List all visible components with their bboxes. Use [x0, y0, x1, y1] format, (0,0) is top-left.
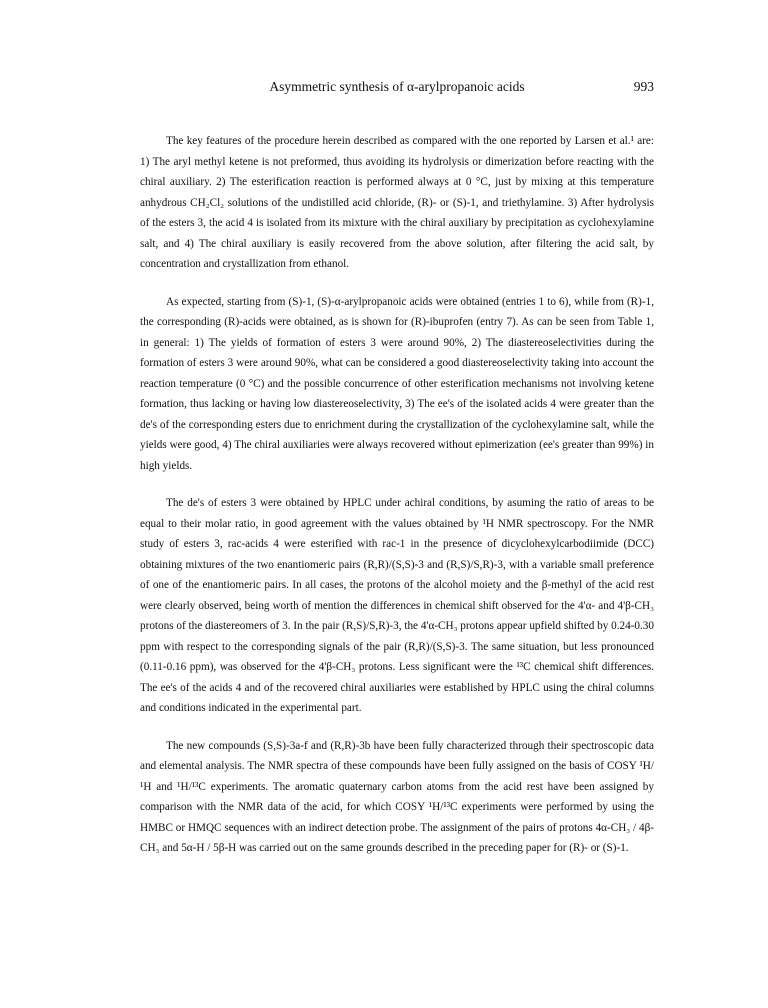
page-number: 993 — [633, 79, 654, 94]
running-header — [140, 79, 654, 99]
paragraph-key-features: The key features of the procedure herein described as compared with the one reported by Larsen et al.¹ are: 1) The aryl methyl ketene is not preformed, thus avoiding its hydrolysis or dimerization before reacting with the chiral auxiliary. 2) The esterification reaction is performed always at 0 °C, just by mixing at this temperature anhydrous CH₂Cl₂ solutions of the undistilled acid chloride, (R)- or (S)-1, and triethylamine. 3) After hydrolysis of the esters 3, the acid 4 is isolated from its mixture with the chiral auxiliary by precipitation as cyclohexylamine salt, and 4) The chiral auxiliary is easily recovered from the above solution, after filtering the acid salt, by concentration and crystallization from ethanol. — [140, 135, 654, 270]
article-body — [140, 131, 654, 876]
paragraph-hplc-nmr: The de's of esters 3 were obtained by HPLC under achiral conditions, by asuming the ratio of areas to be equal to their molar ratio, in good agreement with the values obtained by ¹H NMR spectroscopy. For the NMR study of esters 3, rac-acids 4 were esterified with rac-1 in the presence of dicyclohexylcarbodiimide (DCC) obtaining mixtures of the two enantiomeric pairs (R,R)/(S,S)-3 and (R,S)/S,R)-3, with a variable small preference of one of the enantiomeric pairs. In all cases, the protons of the alcohol moiety and the β-methyl of the acid rest were clearly observed, being worth of mention the differences in chemical shift observed for the 4'α- and 4'β-CH₃ protons of the diastereomers of 3. In the pair (R,S)/S,R)-3, the 4'α-CH₃ protons appear upfield shifted by 0.24-0.30 ppm with respect to the corresponding signals of the pair (R,R)/(S,S)-3. The same situation, but less pronounced (0.11-0.16 ppm), was observed for the 4'β-CH₃ protons. Less significant were the ¹³C chemical shift differences. The ee's of the acids 4 and of the recovered chiral auxiliaries were established by HPLC using the chiral columns and conditions indicated in the experimental part. — [140, 497, 654, 714]
paragraph-new-compounds: The new compounds (S,S)-3a-f and (R,R)-3b have been fully characterized through their spectroscopic data and elemental analysis. The NMR spectra of these compounds have been fully assigned on the basis of COSY ¹H/¹H and ¹H/¹³C experiments. The aromatic quaternary carbon atoms from the acid rest have been assigned by comparison with the NMR data of the acid, for which COSY ¹H/¹³C experiments were performed by using the HMBC or HMQC sequences with an indirect detection probe. The assignment of the pairs of protons 4α-CH₃ / 4β-CH₃ and 5α-H / 5β-H was carried out on the same grounds described in the preceding paper for (R)- or (S)-1. — [140, 739, 654, 854]
running-title: Asymmetric synthesis of α-arylpropanoic acids — [269, 79, 525, 94]
paragraph-results: As expected, starting from (S)-1, (S)-α-arylpropanoic acids were obtained (entries 1 to 6), while from (R)-1, the corresponding (R)-acids were obtained, as is shown for (R)-ibuprofen (entry 7). As can be seen from Table 1, in general: 1) The yields of formation of esters 3 were around 90%, 2) The diastereoselectivities during the formation of esters 3 were around 90%, what can be considered a good diastereoselectivity taking into account the reaction temperature (0 °C) and the possible concurrence of other esterification mechanisms not involving ketene formation, thus lacking or having low diastereoselectivity, 3) The ee's of the isolated acids 4 were greater than the de's of the corresponding esters due to enrichment during the crystallization of the cyclohexylamine salt, while the yields were good, 4) The chiral auxiliaries were always recovered without epimerization (ee's greater than 99%) in high yields. — [140, 295, 654, 472]
